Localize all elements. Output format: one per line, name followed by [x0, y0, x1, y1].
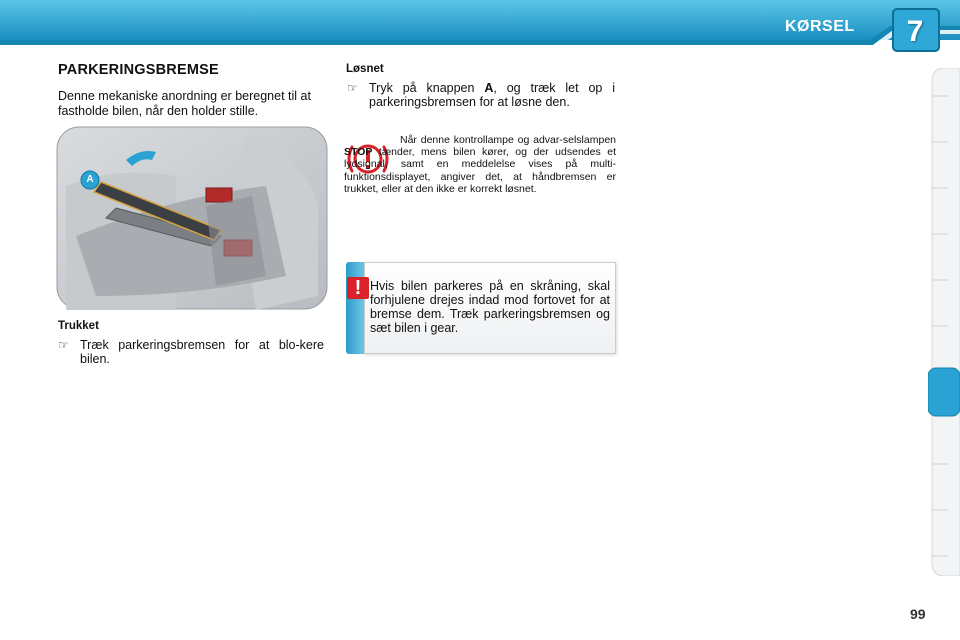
intro-text: Denne mekaniske anordning er beregnet til at fastholde bilen, når den holder stille.: [58, 89, 311, 118]
loesnet-title: Løsnet: [346, 63, 384, 75]
chapter-number: 7: [906, 15, 924, 48]
callout-a: A: [86, 174, 94, 185]
button-a-ref: A: [484, 81, 494, 95]
chapter-tabs: [928, 68, 960, 576]
trukket-title: Trukket: [58, 320, 99, 332]
chapter-title: KØRSEL: [785, 18, 855, 35]
bullet-hand-icon: ☞: [58, 338, 69, 352]
trukket-bullet: [58, 338, 324, 366]
warning-text: Når denne kontrollampe og advar-selslampen STOP tænder, mens bilen kører, og der udsendes et lydsignal, samt en meddelelse vises på multi-funktionsdisplayet, angiver det, at håndbremsen er trukket, eller at den ikke er korrekt løsnet.: [344, 134, 616, 195]
page-number: 99: [910, 606, 926, 622]
loesnet-bullet: ☞ Tryk på knappen A, og træk let op i parkeringsbremsen for at løsne den.: [347, 81, 615, 109]
notice-text: Hvis bilen parkeres på en skråning, skal forhjulene drejes indad mod fortovet for at bremse dem. Træk parkeringsbremsen og sæt bilen i gear.: [370, 279, 610, 335]
section-title: PARKERINGSBREMSE: [58, 62, 219, 78]
exclamation-icon: !: [347, 277, 369, 299]
handbrake-illustration: [56, 126, 328, 310]
bullet-hand-icon: ☞: [347, 81, 358, 95]
trukket-text: Træk parkeringsbremsen for at blo-kere bilen.: [80, 338, 324, 366]
